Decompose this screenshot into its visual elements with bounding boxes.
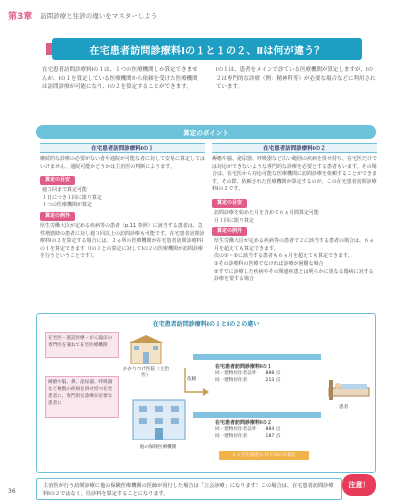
points-bar: 算定のポイント xyxy=(36,125,376,139)
left-req-item: １つの医療機関が算定 xyxy=(42,202,93,209)
diagram-box xyxy=(36,313,376,473)
right-ex-item: ①その診療科の医療でなければ診療が困難な場合 xyxy=(214,260,324,267)
page-number: 36 xyxy=(8,488,16,495)
left-column-body: 継続的な診療の必要がない者や通院が可能な者に対して安易に算定してはいけません。通院可能かどうかは主治医の判断によります。 xyxy=(40,156,206,170)
chapter-title: 訪問診療と往診の違いをマスターしよう xyxy=(40,11,158,20)
right-ex-badge: 算定の例外 xyxy=(212,227,247,236)
fee1-line: 同一建物居住者以外 888 点 xyxy=(215,370,281,376)
fee1-arrow xyxy=(193,354,321,360)
fee1-line: 同一建物居住者 213 点 xyxy=(215,377,281,383)
note-primary-doctor: 在宅医・施設医療・がん臨床の専門医を兼ねて在宅医療機関 xyxy=(45,332,119,358)
duration-tag: ６ヵ月を限度に月１回のみ算定 xyxy=(219,451,309,460)
caution-badge: 注意！ xyxy=(342,474,376,496)
fee2-block xyxy=(215,420,325,440)
fee2-line: 同一建物居住者以外 884 点 xyxy=(215,426,281,432)
right-column-heading: 在宅患者訪問診療料Ⅰの２ xyxy=(212,143,377,153)
intro-right: Ⅰの１は、患者をメインで診ている医療機関が算定しますが、Ⅰの２は専門的な診療（例：精神科等）が必要な場合などに利用されています。 xyxy=(216,67,376,90)
fee1-heading: 在宅患者訪問診療料Ⅰの１ xyxy=(215,364,272,370)
left-ex-badge: 算定の例外 xyxy=(40,212,75,221)
caution-box: 主治医が行う訪問診療に他の保険医療機関の医師が同行した場合は「立会診療」になります！この場合は、在宅患者訪問診療料Ⅰの２ではなく、往診料を算定することになります。 xyxy=(36,478,342,500)
note-specialist: 褥瘡や脳、鼻、泌尿器、呼吸器など複数の疾病を併せ持つ在宅患者に、専門的な診療が必要な患者に xyxy=(45,376,119,418)
section-title xyxy=(52,38,362,60)
hospital-a-icon xyxy=(129,334,163,364)
fee1-block xyxy=(215,364,325,384)
left-column xyxy=(40,143,205,264)
left-req-item: １日につき１回に限り算定 xyxy=(42,194,102,201)
fee2-line: 同一建物居住者 187 点 xyxy=(215,433,281,439)
right-req-badge: 算定の目安 xyxy=(212,199,247,208)
right-column-body: 褥瘡や脳、泌尿器、呼吸器など広い範囲の疾病を併せ持ち、在宅医だけでは対応ができないような専門的な診療を必要とする患者もいます。その場合は、在宅医から対応可能な医療機関に訪問診療を依頼することができます。その際、依頼された医療機関が算定するのが、この在宅患者訪問診療料Ⅰの２です。 xyxy=(212,156,378,193)
fee2-heading: 在宅患者訪問診療料Ⅰの２ xyxy=(215,420,272,426)
right-column xyxy=(212,143,377,284)
patient-bed-icon xyxy=(327,376,371,402)
hospital-b-label: 他の保険医療機関 xyxy=(139,445,177,450)
request-arrow-icon xyxy=(181,366,211,400)
right-req-item: 訪問診療を始めた月を含めて６ヵ月間算定可能 xyxy=(214,209,320,216)
right-req-item: 月１回に限り算定 xyxy=(214,217,255,224)
diagram-title: 在宅患者訪問診療料Ⅰの１とⅠの２の違い xyxy=(152,321,260,328)
left-ex-text: 厚生労働大臣が定める疾病等の患者（p.11 参照）に該当する患者は、急性増悪時の患者に対し週３回以上の訪問診療も可能です。在宅患者訪問診療料Ⅰの２を算定する場合には、２ヵ所の医療機関が在宅患者訪問診療料Ⅰの１を算定できます（Ⅰの１との算定に対してⅠの２の医療機関が訪問診療を行うということです）。 xyxy=(40,222,205,260)
intro-left: 在宅患者訪問診療料Ⅰの１は、１つの医療機関しか算定できませんが、Ⅰの１を算定している医療機関から依頼を受けた医療機関は訪問診療が可能になり、Ⅰの２を算定することができます。 xyxy=(42,67,198,90)
fee2-arrow xyxy=(193,412,321,418)
left-req-badge: 算定の目安 xyxy=(40,176,75,185)
request-label: 依頼 xyxy=(187,377,197,382)
left-req-item: 週３回まで算定可能 xyxy=(42,187,88,194)
hospital-a-label: かかりつけ医院（主治医） xyxy=(123,367,169,378)
chapter-number: 第3章 xyxy=(8,11,33,22)
right-ex-item: 次の①・②に該当する患者も６ヵ月を超えても算定できます。 xyxy=(214,253,353,260)
section-tab-marker xyxy=(46,43,52,55)
chapter-header xyxy=(8,6,157,24)
patient-label: 患者 xyxy=(339,405,349,410)
left-column-heading: 在宅患者訪問診療料Ⅰの１ xyxy=(40,143,205,153)
hospital-b-icon xyxy=(129,394,189,440)
right-ex-item: 厚生労働大臣が定める疾病等の患者で２に該当する患者の場合は、６ヵ月を超えても算定できます。 xyxy=(214,238,375,252)
right-ex-item: ②すでに診療した疾病やその関連疾患とは明らかに異なる傷病に対する診療を要する場合 xyxy=(214,268,374,283)
section-title-text: 在宅患者訪問診療料Ⅰの１と１の２、Ⅱは何が違う？ xyxy=(89,45,325,57)
